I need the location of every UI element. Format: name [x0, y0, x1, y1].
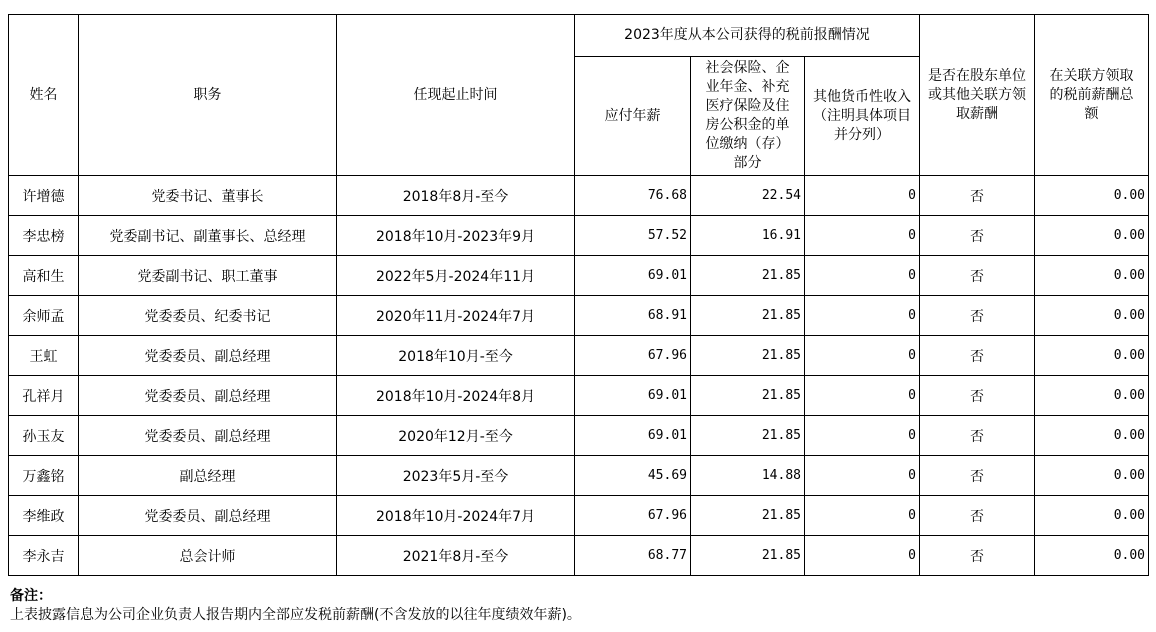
cell-name: 余师孟 [9, 296, 79, 336]
compensation-table [8, 14, 1149, 576]
cell-other-income: 0 [805, 496, 920, 536]
cell-position: 副总经理 [79, 456, 337, 496]
cell-other-income: 0 [805, 296, 920, 336]
cell-related-party: 否 [920, 536, 1035, 576]
cell-salary: 68.77 [575, 536, 691, 576]
cell-position: 总会计师 [79, 536, 337, 576]
cell-name: 万鑫铭 [9, 456, 79, 496]
cell-insurance: 22.54 [691, 176, 805, 216]
header-position: 职务 [79, 15, 337, 176]
cell-name: 王虹 [9, 336, 79, 376]
cell-insurance: 14.88 [691, 456, 805, 496]
cell-insurance: 21.85 [691, 296, 805, 336]
table-row [9, 536, 1149, 576]
cell-related-total: 0.00 [1035, 176, 1149, 216]
cell-salary: 69.01 [575, 256, 691, 296]
cell-other-income: 0 [805, 216, 920, 256]
cell-name: 许增德 [9, 176, 79, 216]
header-tenure: 任现起止时间 [337, 15, 575, 176]
notes-section [10, 587, 581, 625]
table-row [9, 296, 1149, 336]
cell-salary: 68.91 [575, 296, 691, 336]
cell-insurance: 21.85 [691, 256, 805, 296]
cell-other-income: 0 [805, 416, 920, 456]
cell-salary: 69.01 [575, 416, 691, 456]
cell-related-party: 否 [920, 176, 1035, 216]
cell-tenure: 2020年11月-2024年7月 [337, 296, 575, 336]
header-insurance: 社会保险、企业年金、补充医疗保险及住房公积金的单位缴纳（存）部分 [691, 57, 805, 176]
cell-related-party: 否 [920, 296, 1035, 336]
header-name: 姓名 [9, 15, 79, 176]
cell-related-party: 否 [920, 416, 1035, 456]
header-other-income: 其他货币性收入（注明具体项目并分列） [805, 57, 920, 176]
cell-related-party: 否 [920, 496, 1035, 536]
cell-insurance: 16.91 [691, 216, 805, 256]
table-row [9, 456, 1149, 496]
table-row [9, 256, 1149, 296]
cell-related-total: 0.00 [1035, 216, 1149, 256]
notes-title: 备注： [10, 588, 52, 604]
cell-other-income: 0 [805, 176, 920, 216]
cell-related-party: 否 [920, 456, 1035, 496]
cell-name: 李忠榜 [9, 216, 79, 256]
cell-tenure: 2018年10月-2024年8月 [337, 376, 575, 416]
table-row [9, 176, 1149, 216]
cell-other-income: 0 [805, 336, 920, 376]
cell-name: 李永吉 [9, 536, 79, 576]
cell-tenure: 2022年5月-2024年11月 [337, 256, 575, 296]
cell-position: 党委副书记、副董事长、总经理 [79, 216, 337, 256]
cell-tenure: 2020年12月-至今 [337, 416, 575, 456]
cell-name: 孙玉友 [9, 416, 79, 456]
notes-text: 上表披露信息为公司企业负责人报告期内全部应发税前薪酬(不含发放的以往年度绩效年薪)。 [10, 607, 581, 623]
cell-other-income: 0 [805, 456, 920, 496]
cell-tenure: 2018年10月-2023年9月 [337, 216, 575, 256]
cell-position: 党委委员、副总经理 [79, 416, 337, 456]
compensation-table-wrapper [8, 14, 1149, 576]
cell-insurance: 21.85 [691, 536, 805, 576]
cell-other-income: 0 [805, 536, 920, 576]
cell-name: 李维政 [9, 496, 79, 536]
cell-tenure: 2018年10月-2024年7月 [337, 496, 575, 536]
cell-related-total: 0.00 [1035, 336, 1149, 376]
cell-salary: 76.68 [575, 176, 691, 216]
cell-position: 党委委员、副总经理 [79, 496, 337, 536]
cell-tenure: 2018年10月-至今 [337, 336, 575, 376]
cell-other-income: 0 [805, 376, 920, 416]
cell-related-party: 否 [920, 256, 1035, 296]
cell-related-party: 否 [920, 336, 1035, 376]
table-body [9, 176, 1149, 576]
cell-salary: 69.01 [575, 376, 691, 416]
header-related-party: 是否在股东单位或其他关联方领取薪酬 [920, 15, 1035, 176]
cell-tenure: 2018年8月-至今 [337, 176, 575, 216]
header-salary: 应付年薪 [575, 57, 691, 176]
cell-related-total: 0.00 [1035, 376, 1149, 416]
cell-other-income: 0 [805, 256, 920, 296]
table-row [9, 336, 1149, 376]
cell-related-party: 否 [920, 216, 1035, 256]
cell-salary: 57.52 [575, 216, 691, 256]
cell-related-total: 0.00 [1035, 296, 1149, 336]
header-related-total: 在关联方领取的税前薪酬总额 [1035, 15, 1149, 176]
cell-tenure: 2021年8月-至今 [337, 536, 575, 576]
cell-related-total: 0.00 [1035, 456, 1149, 496]
cell-insurance: 21.85 [691, 416, 805, 456]
cell-salary: 67.96 [575, 496, 691, 536]
cell-insurance: 21.85 [691, 336, 805, 376]
cell-related-party: 否 [920, 376, 1035, 416]
cell-related-total: 0.00 [1035, 536, 1149, 576]
table-row [9, 416, 1149, 456]
cell-position: 党委委员、副总经理 [79, 376, 337, 416]
cell-position: 党委副书记、职工董事 [79, 256, 337, 296]
cell-salary: 45.69 [575, 456, 691, 496]
cell-insurance: 21.85 [691, 496, 805, 536]
cell-name: 孔祥月 [9, 376, 79, 416]
header-compensation-group: 2023年度从本公司获得的税前报酬情况 [575, 15, 920, 57]
table-row [9, 496, 1149, 536]
table-row [9, 216, 1149, 256]
table-header [9, 15, 1149, 176]
cell-related-total: 0.00 [1035, 416, 1149, 456]
cell-insurance: 21.85 [691, 376, 805, 416]
table-row [9, 376, 1149, 416]
cell-related-total: 0.00 [1035, 496, 1149, 536]
cell-salary: 67.96 [575, 336, 691, 376]
cell-name: 高和生 [9, 256, 79, 296]
cell-position: 党委委员、副总经理 [79, 336, 337, 376]
cell-tenure: 2023年5月-至今 [337, 456, 575, 496]
cell-position: 党委书记、董事长 [79, 176, 337, 216]
cell-position: 党委委员、纪委书记 [79, 296, 337, 336]
cell-related-total: 0.00 [1035, 256, 1149, 296]
